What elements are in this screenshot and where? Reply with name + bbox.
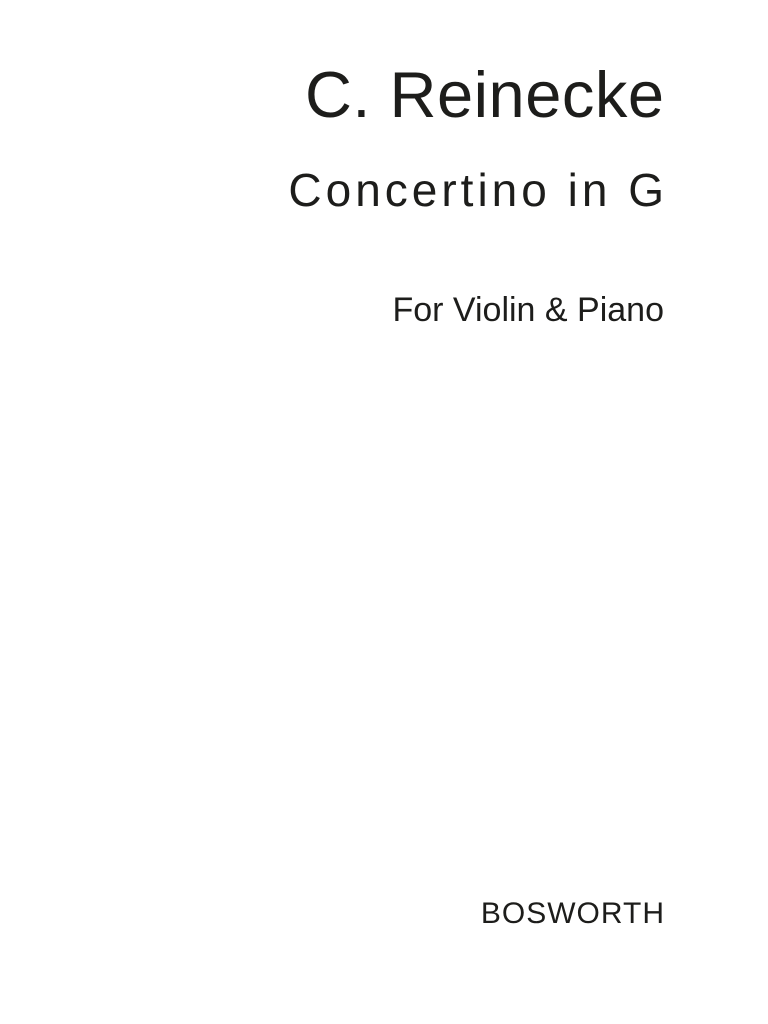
publisher-logo: BOSWORTH [480,897,665,930]
instrumentation-subtitle: For Violin & Piano [392,291,664,329]
work-title: Concertino in G [288,164,668,216]
composer-name: C. Reinecke [304,58,665,131]
